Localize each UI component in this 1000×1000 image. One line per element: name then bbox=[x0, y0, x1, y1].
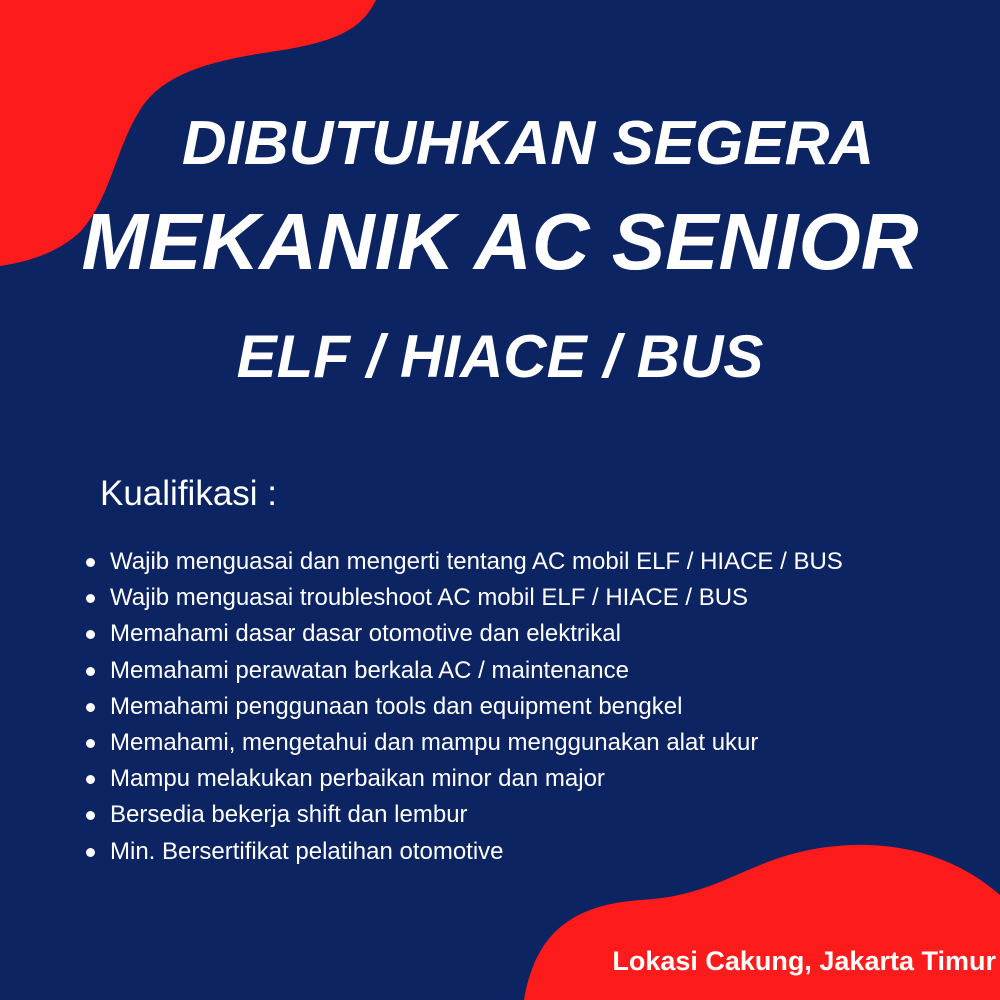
list-item bbox=[110, 689, 990, 725]
list-item bbox=[110, 797, 990, 833]
location-text: Lokasi Cakung, Jakarta Timur bbox=[612, 946, 996, 976]
list-item bbox=[110, 761, 990, 797]
bullet-icon bbox=[86, 558, 95, 567]
list-item bbox=[110, 834, 990, 870]
bullet-icon bbox=[86, 667, 95, 676]
list-item-text: Bersedia bekerja shift dan lembur bbox=[110, 801, 468, 829]
list-item-text: Memahami, mengetahui dan mampu menggunakan alat ukur bbox=[110, 728, 759, 756]
qualifications-list bbox=[110, 544, 990, 870]
list-item-text: Memahami perawatan berkala AC / maintenance bbox=[110, 656, 629, 684]
list-item-text: Min. Bersertifikat pelatihan otomotive bbox=[110, 837, 504, 865]
list-item-text: Mampu melakukan perbaikan minor dan major bbox=[110, 765, 605, 793]
list-item bbox=[110, 544, 990, 580]
list-item-text: Wajib menguasai troubleshoot AC mobil ELF / HIACE / BUS bbox=[110, 584, 749, 612]
list-item bbox=[110, 725, 990, 761]
list-item bbox=[110, 653, 990, 689]
headline-position: MEKANIK AC SENIOR bbox=[81, 197, 919, 286]
list-item bbox=[110, 616, 990, 652]
headline-urgent: DIBUTUHKAN SEGERA bbox=[181, 109, 875, 178]
headline-vehicles: ELF / HIACE / BUS bbox=[236, 323, 764, 390]
list-item-text: Wajib menguasai dan mengerti tentang AC mobil ELF / HIACE / BUS bbox=[110, 548, 843, 575]
qualifications-heading: Kualifikasi : bbox=[100, 474, 278, 513]
list-item-text: Memahami dasar dasar otomotive dan elektrikal bbox=[110, 620, 621, 648]
list-item bbox=[110, 580, 990, 616]
bullet-icon bbox=[86, 848, 95, 857]
bullet-icon bbox=[86, 739, 95, 748]
list-item-text: Memahami penggunaan tools dan equipment bengkel bbox=[110, 692, 683, 720]
bullet-icon bbox=[86, 703, 95, 712]
